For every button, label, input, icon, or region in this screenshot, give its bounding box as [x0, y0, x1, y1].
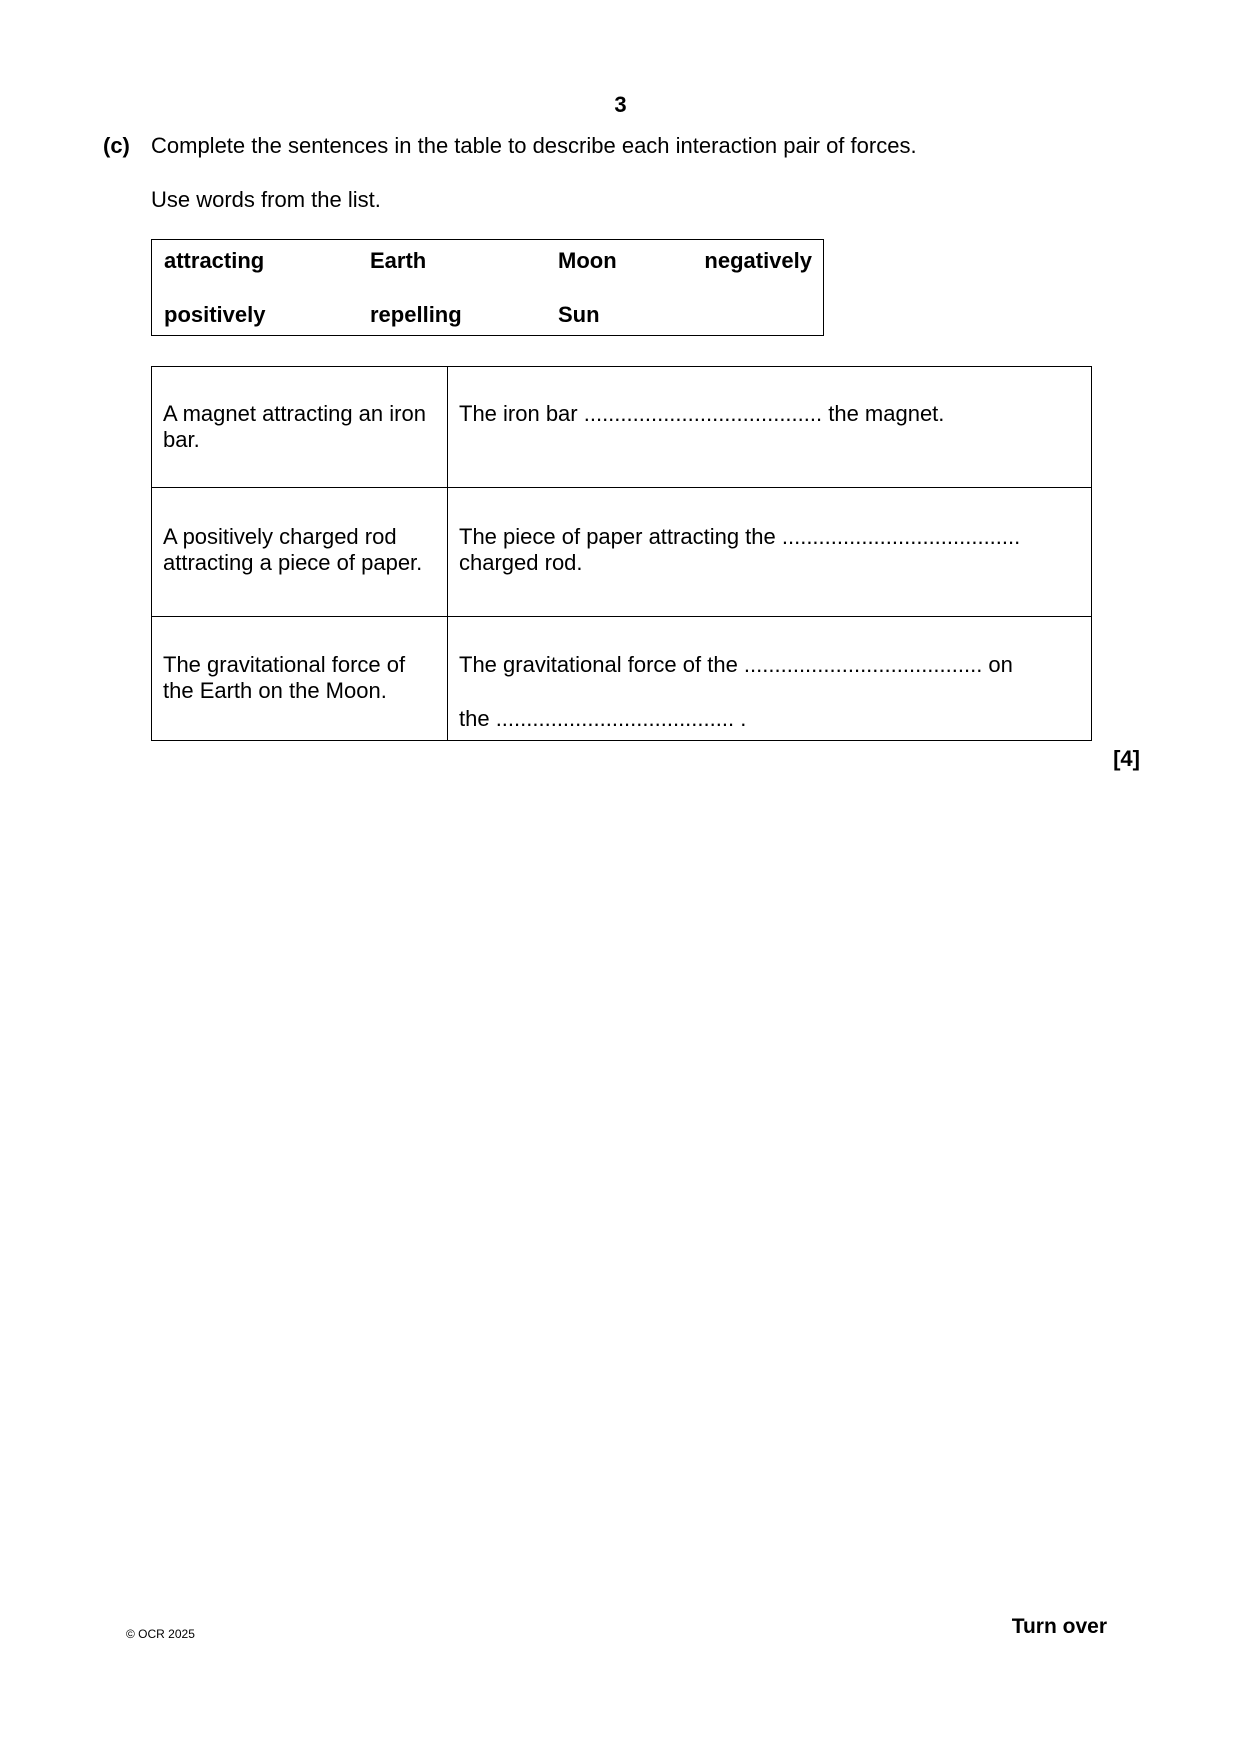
- question-instruction: Use words from the list.: [151, 187, 381, 212]
- situation-cell: A magnet attracting an iron bar.: [152, 367, 448, 488]
- answer-sentence-line: the ....................................... .: [459, 706, 747, 731]
- word-list-box: [151, 239, 824, 336]
- table-row: [152, 617, 1092, 741]
- word-list-item: positively: [164, 302, 266, 327]
- word-list-item: attracting: [164, 248, 265, 273]
- situation-cell: A positively charged rod attracting a piece of paper.: [152, 488, 448, 617]
- table-row: [152, 367, 1092, 488]
- question-text: Complete the sentences in the table to describe each interaction pair of forces.: [151, 133, 917, 158]
- word-list-item: Moon: [558, 248, 617, 273]
- page-number: 3: [614, 92, 627, 117]
- answer-sentence-cell[interactable]: [448, 617, 1092, 741]
- word-list-item: negatively: [704, 248, 812, 273]
- turn-over-label: Turn over: [1011, 1615, 1107, 1638]
- interaction-pairs-table: [151, 366, 1092, 741]
- situation-cell: The gravitational force of the Earth on the Moon.: [152, 617, 448, 741]
- word-list-item: repelling: [370, 302, 462, 327]
- word-list-item: Earth: [370, 248, 427, 273]
- answer-sentence-cell[interactable]: The piece of paper attracting the ....................................... charged rod.: [448, 488, 1092, 617]
- copyright-notice: © OCR 2025: [126, 1627, 195, 1641]
- word-list-item: Sun: [558, 302, 600, 327]
- marks-indicator: [4]: [1113, 746, 1140, 771]
- table-row: [152, 488, 1092, 617]
- answer-sentence-cell[interactable]: The iron bar ....................................... the magnet.: [448, 367, 1092, 488]
- answer-sentence-line: The gravitational force of the ....................................... on: [459, 652, 1013, 677]
- question-label: (c): [103, 133, 130, 158]
